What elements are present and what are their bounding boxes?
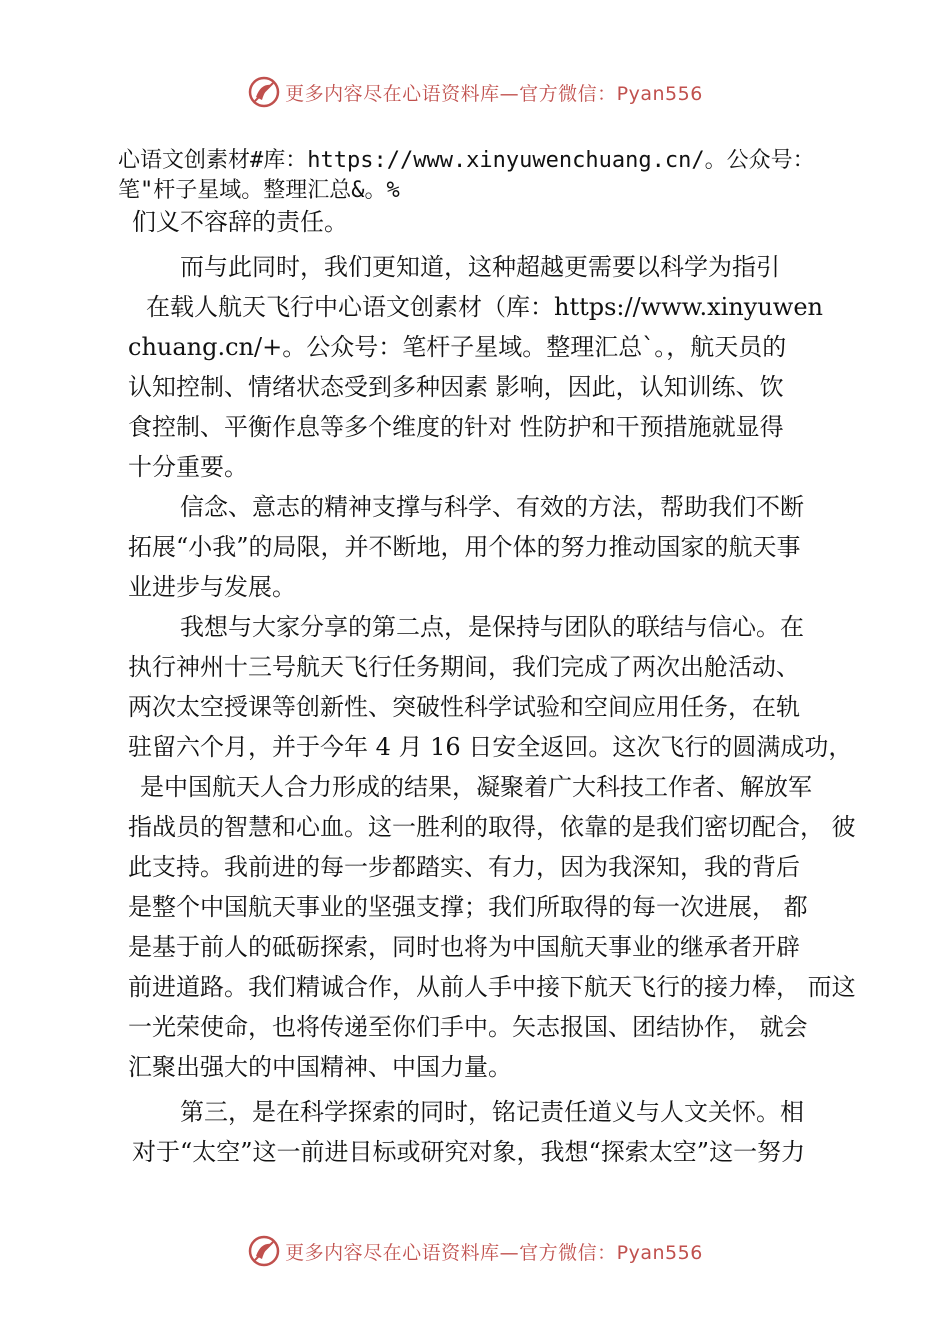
body-line: 我想与大家分享的第二点，是保持与团队的联结与信心。在: [180, 613, 804, 641]
body-line: 汇聚出强大的中国精神、中国力量。: [128, 1053, 512, 1081]
banner-text: 更多内容尽在心语资料库—官方微信：Pyan556: [285, 1241, 703, 1264]
body-line: 信念、意志的精神支撑与科学、有效的方法，帮助我们不断: [180, 493, 804, 521]
body-line: 十分重要。: [128, 453, 248, 481]
body-line: 前进道路。我们精诚合作，从前人手中接下航天飞行的接力棒， 而这: [128, 973, 856, 1001]
body-line: 认知控制、情绪状态受到多种因素 影响，因此，认知训练、饮: [128, 373, 784, 401]
body-line: 两次太空授课等创新性、突破性科学试验和空间应用任务，在轨: [128, 693, 800, 721]
watermark-line: 笔"杆子星域。整理汇总&。%: [118, 178, 400, 203]
body-line: chuang.cn/+。公众号：笔杆子星域。整理汇总`。，航天员的: [128, 333, 787, 361]
body-line: 在载人航天飞行中心语文创素材（库：https://www.xinyuwen: [146, 293, 823, 321]
body-line: 们义不容辞的责任。: [132, 208, 348, 236]
body-line: 是中国航天人合力形成的结果，凝聚着广大科技工作者、解放军: [140, 773, 812, 801]
watermark-line: 心语文创素材#库：https://www.xinyuwenchuang.cn/。公众号：: [118, 148, 815, 173]
body-line: 第三，是在科学探索的同时，铭记责任道义与人文关怀。相: [180, 1098, 804, 1126]
body-line: 此支持。我前进的每一步都踏实、有力，因为我深知，我的背后: [128, 853, 800, 881]
body-line: 食控制、平衡作息等多个维度的针对 性防护和干预措施就显得: [128, 413, 784, 441]
banner-text: 更多内容尽在心语资料库—官方微信：Pyan556: [285, 82, 703, 105]
brand-logo-icon: [247, 1234, 281, 1268]
body-line: 而与此同时，我们更知道，这种超越更需要以科学为指引: [180, 253, 780, 281]
body-line: 是基于前人的砥砺探索，同时也将为中国航天事业的继承者开辟: [128, 933, 800, 961]
body-line: 对于“太空”这一前进目标或研究对象，我想“探索太空”这一努力: [132, 1138, 806, 1166]
body-line: 拓展“小我”的局限，并不断地，用个体的努力推动国家的航天事: [128, 533, 801, 561]
body-line: 一光荣使命，也将传递至你们手中。矢志报国、团结协作， 就会: [128, 1013, 808, 1041]
body-line: 执行神州十三号航天飞行任务期间，我们完成了两次出舱活动、: [128, 653, 800, 681]
body-line: 是整个中国航天事业的坚强支撑；我们所取得的每一次进展， 都: [128, 893, 808, 921]
body-line: 业进步与发展。: [128, 573, 296, 601]
body-line: 驻留六个月，并于今年 4 月 16 日安全返回。这次飞行的圆满成功，: [128, 733, 853, 761]
footer-banner: [0, 1229, 950, 1273]
body-line: 指战员的智慧和心血。这一胜利的取得，依靠的是我们密切配合， 彼: [128, 813, 856, 841]
